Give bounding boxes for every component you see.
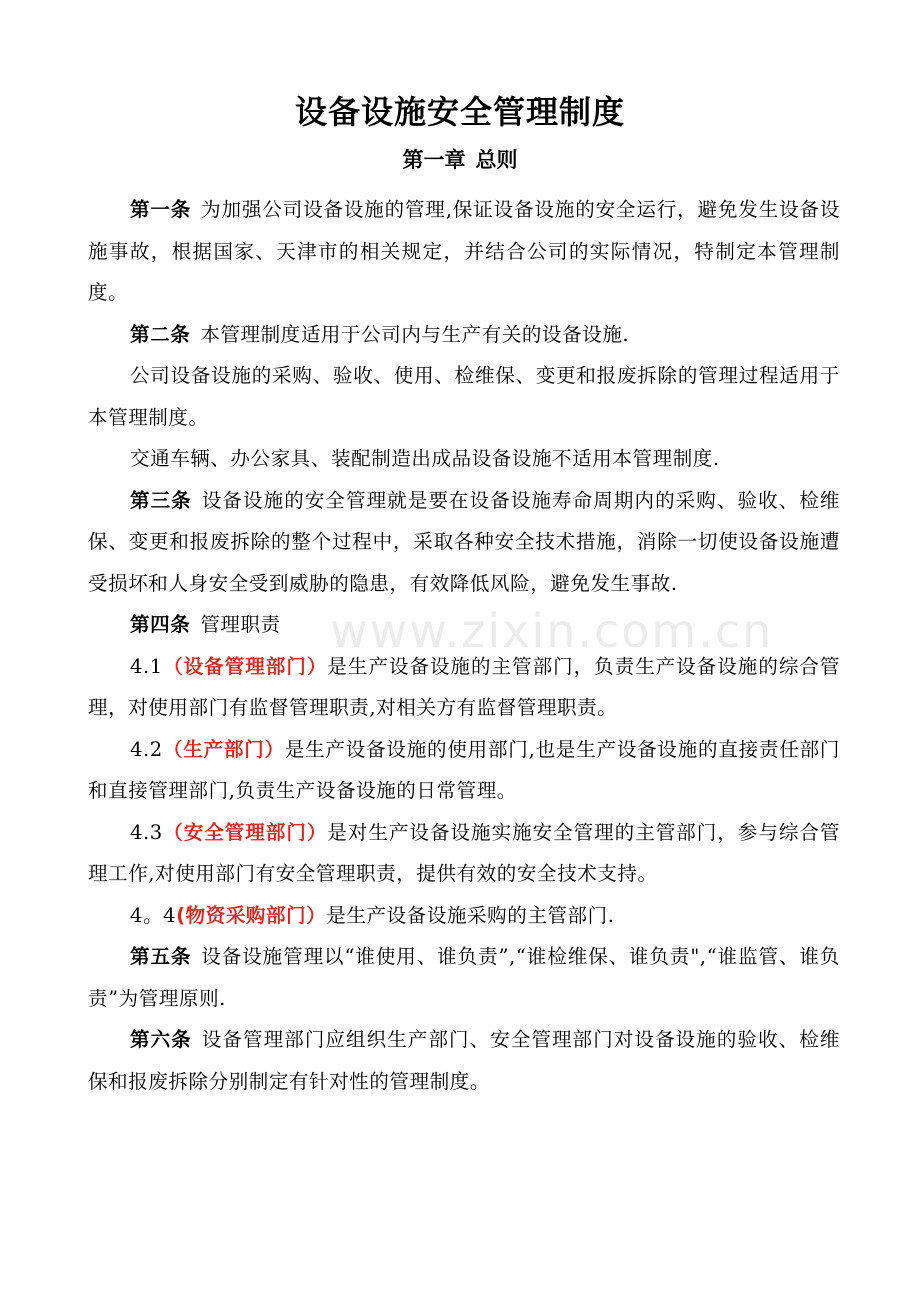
article-text: 管理职责	[200, 613, 281, 636]
clause-4-3	[88, 812, 840, 895]
clause-number: 4。4	[130, 903, 177, 927]
article-text: 设备管理部门应组织生产部门、安全管理部门对设备设施的验收、检维保和报废拆除分别制定有针对性的管理制度。	[88, 1028, 840, 1093]
department-name: （生产部门）	[162, 737, 285, 761]
department-name: （设备管理部门）	[162, 654, 328, 678]
article-label: 第一条	[130, 198, 192, 221]
document-body	[88, 189, 840, 1102]
clause-number: 4.2	[130, 737, 163, 761]
article-label: 第四条	[130, 613, 191, 636]
clause-text: 是生产设备设施的主管部门，负责生产设备设施的综合管理，对使用部门有监督管理职责,对相关方有监督管理职责。	[88, 654, 840, 719]
department-name: (物资采购部门）	[176, 903, 327, 927]
paragraph-text: 公司设备设施的采购、验收、使用、检维保、变更和报废拆除的管理过程适用于本管理制度。	[88, 364, 840, 429]
chapter-heading	[0, 142, 920, 178]
article-label: 第六条	[130, 1028, 192, 1051]
clause-text: 是生产设备设施的使用部门,也是生产设备设施的直接责任部门和直接管理部门,负责生产设备设施的日常管理。	[88, 737, 840, 802]
article-text: 设备设施管理以“谁使用、谁负责”,“谁检维保、谁负责",“谁监管、谁负责”为管理原则.	[88, 945, 840, 1010]
chapter-name: 总则	[475, 148, 518, 172]
article-2-exclusion	[88, 438, 840, 480]
clause-number: 4.1	[130, 654, 163, 678]
article-1	[88, 189, 840, 314]
clause-text: 是生产设备设施采购的主管部门.	[326, 903, 615, 927]
department-name: （安全管理部门）	[162, 820, 328, 844]
paragraph-text: 交通车辆、办公家具、装配制造出成品设备设施不适用本管理制度.	[130, 447, 720, 470]
article-text: 设备设施的安全管理就是要在设备设施寿命周期内的采购、验收、检维保、变更和报废拆除的整个过程中，采取各种安全技术措施，消除一切使设备设施遭受损坏和人身安全受到威胁的隐患，有效降低风险，避免发生事故.	[88, 488, 840, 595]
document-title: 设备设施安全管理制度	[294, 93, 625, 131]
clause-text: 是对生产设备设施实施安全管理的主管部门，参与综合管理工作,对使用部门有安全管理职责，提供有效的安全技术支持。	[88, 820, 840, 885]
clause-4-2	[88, 729, 840, 812]
clause-number: 4.3	[130, 820, 163, 844]
article-label: 第三条	[130, 488, 192, 512]
article-text: 为加强公司设备设施的管理,保证设备设施的安全运行，避免发生设备设施事故，根据国家、天津市的相关规定，并结合公司的实际情况，特制定本管理制度。	[88, 198, 840, 304]
clause-4-1	[88, 646, 840, 729]
article-5	[88, 936, 840, 1019]
article-6	[88, 1019, 840, 1102]
article-2-scope	[88, 355, 840, 438]
article-2	[88, 314, 840, 356]
clause-4-4	[88, 895, 840, 937]
article-3	[88, 480, 840, 605]
article-4	[88, 604, 840, 646]
article-label: 第二条	[130, 322, 191, 346]
watermark: www.zixin.com.cn	[330, 604, 774, 658]
article-text: 本管理制度适用于公司内与生产有关的设备设施.	[200, 322, 630, 346]
chapter-number: 第一章	[402, 148, 466, 172]
article-label: 第五条	[130, 945, 192, 968]
